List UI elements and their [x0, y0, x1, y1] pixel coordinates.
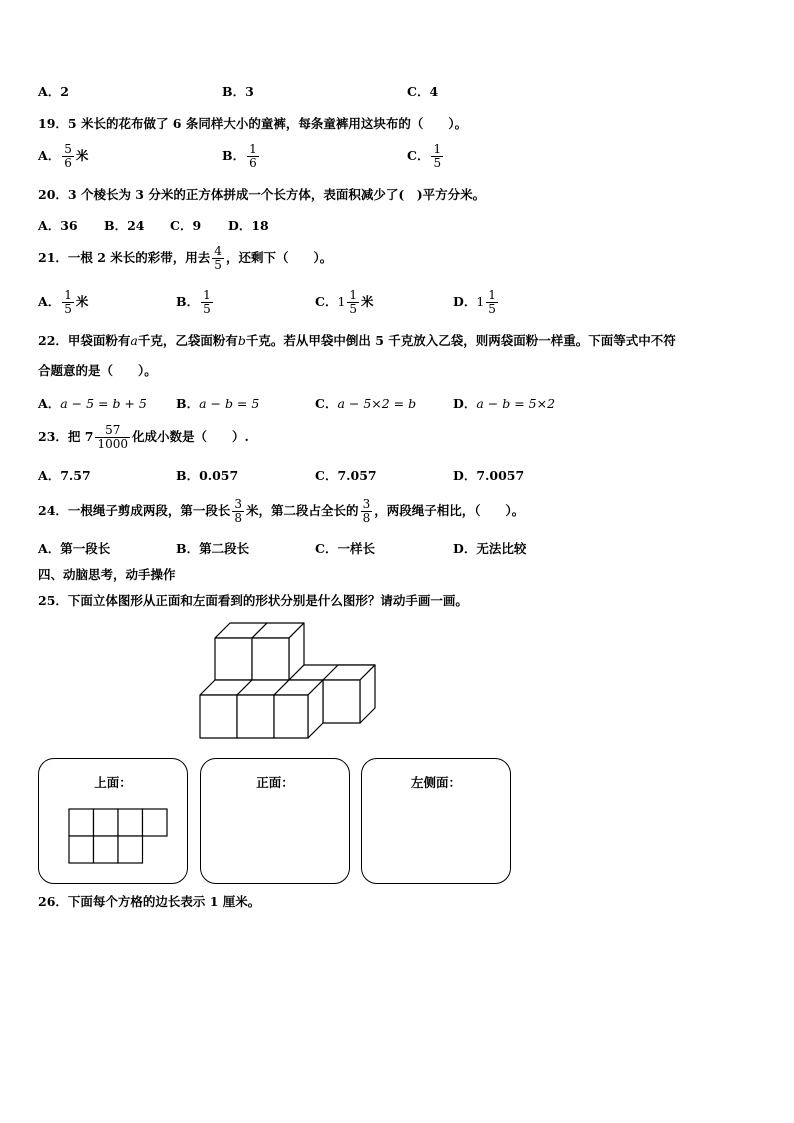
q19-stem: 19．5 米长的花布做了 6 条同样大小的童裤，每条童裤用这块布的（ ）。 — [38, 116, 468, 131]
q24-option-a: A．第一段长 — [38, 541, 111, 556]
q23-option-c: C．7.057 — [315, 468, 377, 483]
q22-option-a: A．a − 5 = b + 5 — [38, 396, 147, 411]
q18-option-b: B．3 — [222, 84, 254, 99]
left-view-box[interactable] — [361, 758, 511, 884]
q24-option-b: B．第二段长 — [176, 541, 250, 556]
q20-option-c: C．9 — [170, 218, 202, 233]
q22-option-d: D．a − b = 5×2 — [453, 396, 556, 411]
top-view-box — [38, 758, 188, 884]
top-view-grid — [68, 807, 170, 867]
q22-option-b: B．a − b = 5 — [176, 396, 260, 411]
q24-option-d: D．无法比较 — [453, 541, 527, 556]
q21-option-a: A． $\frac{1}{5}$ 米 — [38, 288, 89, 316]
q24-stem: 24．一根绳子剪成两段，第一段长 $\frac{3}{8}$ 米，第二段占全长的 $\frac{3}{8}$ ，两段绳子相比，（ ）。 — [38, 497, 525, 525]
front-view-box[interactable] — [200, 758, 350, 884]
q26-stem: 26．下面每个方格的边长表示 1 厘米。 — [38, 894, 261, 909]
q21-stem: 21．一根 2 米长的彩带，用去 $\frac{4}{5}$ ，还剩下（ ）。 — [38, 244, 333, 272]
q21-option-c: C．1 $\frac{1}{5}$ 米 — [315, 288, 374, 316]
q22-line1: 22．甲袋面粉有a千克，乙袋面粉有b千克。若从甲袋中倒出 5 千克放入乙袋，则两袋面粉一样重。下面等式中不符 — [38, 333, 676, 348]
q19-option-b: B． $\frac{1}{6}$ — [222, 142, 257, 170]
q21-option-d: D．1 $\frac{1}{5}$ — [453, 288, 496, 316]
q22-option-c: C．a − 5×2 = b — [315, 396, 417, 411]
left-view-label: 左侧面： — [410, 775, 461, 790]
q24-option-c: C．一样长 — [315, 541, 375, 556]
q20-option-d: D．18 — [228, 218, 269, 233]
q18-option-a: A．2 — [38, 84, 69, 99]
q23-option-d: D．7.0057 — [453, 468, 525, 483]
q23-option-a: A．7.57 — [38, 468, 91, 483]
q20-stem: 20．3 个棱长为 3 分米的正方体拼成一个长方体，表面积减少了( )平方分米。 — [38, 187, 486, 202]
cube-figure — [195, 615, 380, 745]
section-4-heading: 四、动脑思考，动手操作 — [38, 567, 176, 582]
q25-stem: 25．下面立体图形从正面和左面看到的形状分别是什么图形？请动手画一画。 — [38, 593, 468, 608]
q18-option-c: C．4 — [407, 84, 439, 99]
top-view-label: 上面： — [94, 775, 132, 790]
q19-option-c: C． $\frac{1}{5}$ — [407, 142, 442, 170]
q23-option-b: B．0.057 — [176, 468, 239, 483]
q22-line2: 合题意的是（ ）。 — [38, 363, 157, 378]
q20-option-a: A．36 — [38, 218, 78, 233]
q19-option-a: A． $\frac{5}{6}$ 米 — [38, 142, 89, 170]
q21-option-b: B． $\frac{1}{5}$ — [176, 288, 211, 316]
q20-option-b: B．24 — [104, 218, 145, 233]
front-view-label: 正面： — [256, 775, 294, 790]
q23-stem: 23．把 7 $\frac{57}{1000}$ 化成小数是（ ）. — [38, 423, 249, 451]
